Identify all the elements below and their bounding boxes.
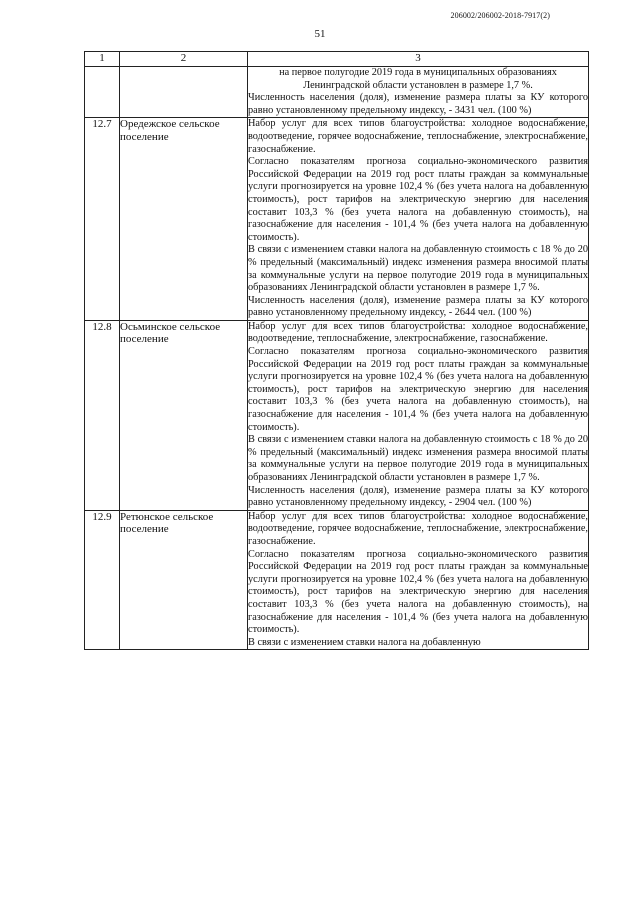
paragraph: В связи с изменением ставки налога на добавленную стоимость с 18 % до 20 % предельный (максимальный) индекс изменения размера вносимой платы за коммунальные услуги на первое полугодие 2019 года в муниципальных образованиях Ленинградской области установлен в размере 1,7 %. [248, 244, 588, 294]
column-header-3: 3 [248, 52, 589, 67]
paragraph: Набор услуг для всех типов благоустройства: холодное водоснабжение, водоотведение, теплоснабжение, электроснабжение, газоснабжение. [248, 320, 588, 345]
paragraph: Согласно показателям прогноза социально-экономического развития Российской Федерации на 2019 год рост платы граждан за коммунальные услуги прогнозируется на уровне 102,4 % (без учета налога на добавленную стоимость), рост тарифов на электрическую энергию для населения составит 103,3 % (без учета налога на добавленную стоимость), на газоснабжение для населения - 101,4 % (без учета налога на добавленную стоимость). [248, 346, 588, 433]
paragraph: Численность населения (доля), изменение размера платы за КУ которого равно установленному предельному индексу, - 2904 чел. (100 %) [248, 484, 588, 509]
paragraph: Численность населения (доля), изменение размера платы за КУ которого равно установленному предельному индексу, - 2644 чел. (100 %) [248, 294, 588, 319]
document-number: 206002/206002-2018-7917(2) [450, 11, 550, 20]
description-cell [248, 118, 589, 321]
description-cell [248, 67, 589, 118]
table-row [85, 118, 589, 321]
paragraph: Набор услуг для всех типов благоустройства: холодное водоснабжение, водоотведение, горячее водоснабжение, теплоснабжение, электроснабжение, газоснабжение. [248, 510, 588, 547]
table-header-row [85, 52, 589, 67]
row-number: 12.8 [85, 320, 120, 510]
row-number: 12.9 [85, 510, 120, 650]
paragraph: В связи с изменением ставки налога на добавленную стоимость с 18 % до 20 % предельный (максимальный) индекс изменения размера вносимой платы за коммунальные услуги на первое полугодие 2019 года в муниципальных образованиях Ленинградской области установлен в размере 1,7 %. [248, 434, 588, 483]
paragraph: Согласно показателям прогноза социально-экономического развития Российской Федерации на 2019 год рост платы граждан за коммунальные услуги прогнозируется на уровне 102,4 % (без учета налога на добавленную стоимость), рост тарифов на электрическую энергию для населения составит 103,3 % (без учета налога на добавленную стоимость), на газоснабжение для населения - 101,4 % (без учета налога на добавленную стоимость). [248, 156, 588, 243]
table-row [85, 320, 589, 510]
table-row [85, 510, 589, 650]
paragraph: на первое полугодие 2019 года в муниципальных образованиях [279, 67, 557, 78]
paragraph: Численность населения (доля), изменение размера платы за КУ которого равно установленному предельному индексу, - 3431 чел. (100 %) [248, 92, 588, 116]
settlement-name: Оредежское сельское поселение [120, 118, 248, 321]
row-number-cell [85, 67, 120, 118]
paragraph: Набор услуг для всех типов благоустройства: холодное водоснабжение, водоотведение, горячее водоснабжение, теплоснабжение, электроснабжение, газоснабжение. [248, 118, 588, 155]
paragraph: Ленинградской области установлен в размере 1,7 %. [303, 79, 533, 91]
column-header-1: 1 [85, 52, 120, 67]
page-number: 51 [314, 28, 326, 40]
settlement-name: Осьминское сельское поселение [120, 320, 248, 510]
paragraph: Согласно показателям прогноза социально-экономического развития Российской Федерации на 2019 год рост платы граждан за коммунальные услуги прогнозируется на уровне 102,4 % (без учета налога на добавленную стоимость), рост тарифов на электрическую энергию для населения составит 103,3 % (без учета налога на добавленную стоимость), на газоснабжение для населения - 101,4 % (без учета налога на добавленную стоимость). [248, 548, 588, 636]
data-table [84, 51, 589, 650]
settlement-name-cell [120, 67, 248, 118]
table-row-continuation [85, 67, 589, 118]
column-header-2: 2 [120, 52, 248, 67]
description-cell [248, 320, 589, 510]
description-cell [248, 510, 589, 650]
settlement-name: Ретюнское сельское поселение [120, 510, 248, 650]
paragraph: В связи с изменением ставки налога на добавленную [248, 636, 481, 648]
row-number: 12.7 [85, 118, 120, 321]
